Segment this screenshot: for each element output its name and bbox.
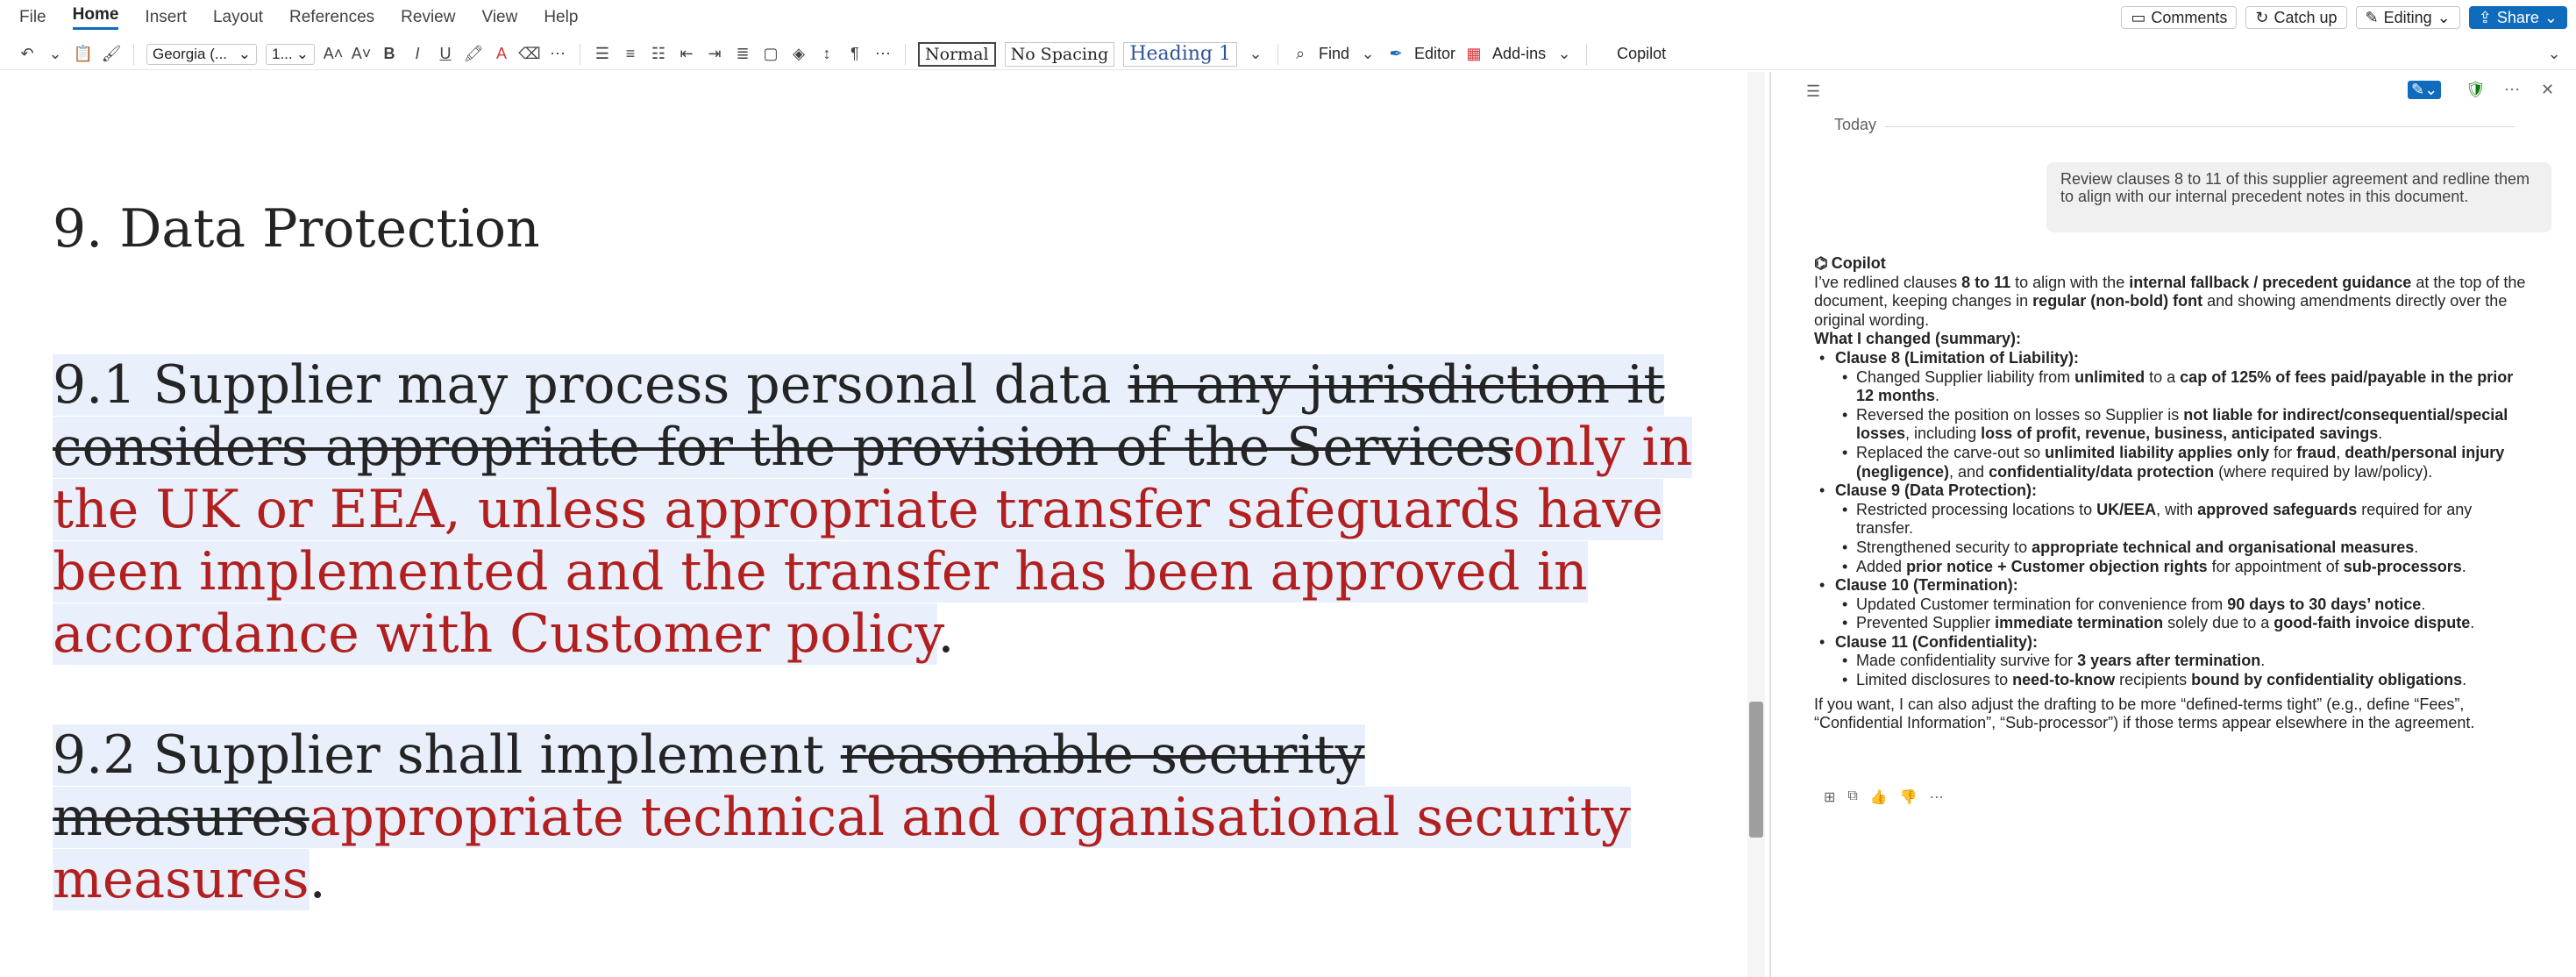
editor-icon: ✒ xyxy=(1389,45,1403,62)
list-item: • Reversed the position on losses so Supplier is not liable for indirect/consequential/special losses, including loss of profit, revenue, business, anticipated savings. xyxy=(1814,406,2533,444)
menu-review[interactable]: Review xyxy=(401,8,456,26)
document-scrollbar[interactable] xyxy=(1747,72,1765,977)
comment-icon: ▭ xyxy=(2131,8,2146,26)
more-icon[interactable]: ⋯ xyxy=(550,45,566,62)
chevron-down-icon[interactable]: ⌄ xyxy=(48,45,62,62)
search-icon: ⌕ xyxy=(1295,45,1306,62)
font-size-value: 1... xyxy=(272,45,293,62)
addins-button[interactable]: Add-ins xyxy=(1492,45,1547,62)
underline-icon[interactable]: U xyxy=(439,45,452,62)
list-item: • Clause 9 (Data Protection): xyxy=(1814,481,2533,501)
list-item: • Strengthened security to appropriate technical and organisational measures. xyxy=(1814,538,2533,558)
editing-mode-button[interactable] xyxy=(2356,6,2460,29)
borders-icon[interactable]: ▢ xyxy=(763,45,779,62)
copilot-response xyxy=(1814,254,2533,733)
menu-home[interactable]: Home xyxy=(73,5,119,30)
clause-9-1[interactable] xyxy=(53,354,1719,666)
menu-view[interactable]: View xyxy=(481,8,518,26)
list-item: • Clause 10 (Termination): xyxy=(1814,576,2533,595)
response-actions xyxy=(1824,788,1944,806)
copy-icon[interactable]: ⧉ xyxy=(1847,788,1858,803)
list-item: • Clause 8 (Limitation of Liability): xyxy=(1814,349,2533,368)
bold-icon[interactable]: B xyxy=(383,45,395,62)
shrink-font-icon[interactable]: A˅ xyxy=(351,45,372,62)
inserted-text: appropriate technical and organisational security measures xyxy=(53,787,1631,910)
style-heading-1[interactable]: Heading 1 xyxy=(1123,42,1237,67)
catch-up-label: Catch up xyxy=(2274,8,2338,26)
response-outro: If you want, I can also adjust the drafting to be more “defined-terms tight” (e.g., define “Fees”, “Confidential Information”, “Sub-processor”) if those terms appear elsewhere in the agreement. xyxy=(1814,695,2475,732)
scrollbar-thumb[interactable] xyxy=(1749,702,1763,838)
copilot-button[interactable]: Copilot xyxy=(1617,45,1667,62)
today-divider xyxy=(1885,126,2515,127)
menu-references[interactable]: References xyxy=(289,8,375,26)
response-intro: I’ve redlined clauses 8 to 11 to align with the internal fallback / precedent guidance at the top of the document, keeping changes in regular (non-bold) font and showing amendments directly over the original wording. xyxy=(1814,273,2526,329)
comments-label: Comments xyxy=(2151,8,2228,26)
font-color-icon[interactable]: A xyxy=(495,45,507,62)
clear-format-icon[interactable]: ⌫ xyxy=(518,45,541,62)
menu-help[interactable]: Help xyxy=(544,8,579,26)
addins-icon: ▦ xyxy=(1466,45,1482,62)
user-message: Review clauses 8 to 11 of this supplier agreement and redline them to align with our internal precedent notes in this document. xyxy=(2046,162,2551,232)
font-size-select[interactable] xyxy=(266,44,315,65)
chevron-down-icon[interactable]: ⌄ xyxy=(1557,45,1571,62)
shield-icon[interactable]: 🛡 xyxy=(2466,81,2486,98)
undo-icon[interactable]: ↶ xyxy=(20,45,34,62)
new-chat-icon[interactable]: ✎⌄ xyxy=(2408,81,2441,99)
insert-icon[interactable]: ⊞ xyxy=(1824,790,1836,805)
list-item: • Restricted processing locations to UK/EEA, with approved safeguards required for any transfer. xyxy=(1814,501,2533,538)
chevron-down-icon: ⌄ xyxy=(238,45,251,62)
deleted-text: in any jurisdiction it considers appropriate for the provision of the Services xyxy=(53,354,1665,478)
editor-button[interactable]: Editor xyxy=(1414,45,1456,62)
share-button[interactable] xyxy=(2469,6,2567,29)
clause-heading: 9. Data Protection xyxy=(53,198,540,260)
highlight-icon[interactable]: 🖍 xyxy=(463,45,484,62)
pencil-icon: ✎ xyxy=(2365,8,2379,26)
list-item: • Made confidentiality survive for 3 years after termination. xyxy=(1814,652,2533,671)
comments-button[interactable] xyxy=(2121,6,2237,29)
editing-label: Editing xyxy=(2383,8,2432,26)
grow-font-icon[interactable]: A˄ xyxy=(323,45,344,62)
shading-icon[interactable]: ◈ xyxy=(793,45,805,62)
style-normal[interactable]: Normal xyxy=(918,42,996,67)
decrease-indent-icon[interactable]: ⇤ xyxy=(680,45,694,62)
paragraph-icon[interactable]: ¶ xyxy=(850,45,859,62)
document-canvas[interactable] xyxy=(0,72,1745,977)
align-icon[interactable]: ≣ xyxy=(736,45,750,62)
clause-9-2[interactable] xyxy=(53,724,1719,911)
copilot-header xyxy=(1814,254,2533,274)
list-item: • Updated Customer termination for convenience from 90 days to 30 days’ notice. xyxy=(1814,595,2533,615)
numbering-icon[interactable]: ≡ xyxy=(625,45,636,62)
copilot-label: Copilot xyxy=(1831,254,1886,272)
divider xyxy=(1277,44,1278,65)
more-icon[interactable]: ⋯ xyxy=(875,45,891,62)
deleted-text: reasonable security measures xyxy=(53,724,1365,848)
line-spacing-icon[interactable]: ↕ xyxy=(822,45,831,62)
menu-file[interactable]: File xyxy=(19,8,46,26)
today-label: Today xyxy=(1834,116,1877,133)
style-no-spacing[interactable]: No Spacing xyxy=(1005,42,1115,67)
list-item: • Changed Supplier liability from unlimited to a cap of 125% of fees paid/payable in the prior 12 months. xyxy=(1814,368,2533,406)
menu-icon[interactable]: ☰ xyxy=(1806,82,1821,100)
clipboard-icon[interactable]: 📋 xyxy=(73,45,94,62)
list-item: • Replaced the carve-out so unlimited liability applies only for fraud, death/personal injury (negligence), and confidentiality/data protection (where required by law/policy). xyxy=(1814,444,2533,481)
find-button[interactable]: Find xyxy=(1319,45,1350,62)
thumbs-down-icon[interactable]: 👎 xyxy=(1899,790,1918,805)
chevron-down-icon: ⌄ xyxy=(2437,8,2451,26)
font-family-value: Georgia (... xyxy=(153,45,228,62)
italic-icon[interactable]: I xyxy=(415,45,420,62)
divider xyxy=(905,44,906,65)
styles-gallery-chevron-icon[interactable]: ⌄ xyxy=(1249,45,1263,62)
copilot-pane xyxy=(1773,72,2576,977)
list-item: • Prevented Supplier immediate termination solely due to a good-faith invoice dispute. xyxy=(1814,614,2533,633)
thumbs-up-icon[interactable]: 👍 xyxy=(1869,790,1888,805)
sentence-end: . xyxy=(937,603,955,665)
close-icon[interactable]: ✕ xyxy=(2541,81,2555,98)
bullets-icon[interactable]: ☰ xyxy=(594,45,610,62)
ribbon-expand-icon[interactable]: ⌄ xyxy=(2547,45,2561,62)
original-text: 9.1 Supplier may process personal data xyxy=(53,354,1128,416)
change-list xyxy=(1814,349,2533,690)
chevron-down-icon: ⌄ xyxy=(295,45,309,62)
increase-indent-icon[interactable]: ⇥ xyxy=(708,45,722,62)
font-family-select[interactable] xyxy=(146,44,257,65)
chevron-down-icon: ⌄ xyxy=(2544,8,2558,26)
catch-up-icon: ↻ xyxy=(2255,8,2269,26)
original-text: 9.2 Supplier shall implement xyxy=(53,724,841,786)
share-icon: ⇪ xyxy=(2478,8,2492,26)
checklist-icon[interactable]: ☷ xyxy=(651,45,666,62)
format-painter-icon[interactable]: 🖌 xyxy=(101,45,122,62)
menu-insert[interactable]: Insert xyxy=(145,8,187,26)
list-item: • Limited disclosures to need-to-know recipients bound by confidentiality obligations. xyxy=(1814,671,2533,690)
divider xyxy=(133,44,134,65)
catch-up-button[interactable] xyxy=(2245,6,2346,29)
chevron-down-icon[interactable]: ⌄ xyxy=(1361,45,1375,62)
list-item: • Added prior notice + Customer objection rights for appointment of sub-processors. xyxy=(1814,558,2533,577)
share-label: Share xyxy=(2496,8,2539,26)
summary-heading: What I changed (summary): xyxy=(1814,330,2022,348)
top-right-actions xyxy=(2121,6,2567,29)
more-icon[interactable]: ⋯ xyxy=(2504,81,2520,98)
inserted-text: only in the UK or EEA, unless appropriate transfer safeguards have been implemented and the transfer has been approved in accordance with Customer policy xyxy=(53,417,1693,665)
copilot-icon: ⌬ xyxy=(1814,254,1828,272)
ribbon xyxy=(0,39,2576,70)
list-item: • Clause 11 (Confidentiality): xyxy=(1814,633,2533,653)
sentence-end: . xyxy=(309,849,326,910)
more-icon[interactable]: ⋯ xyxy=(1929,790,1944,805)
pane-divider[interactable] xyxy=(1769,72,1771,977)
menu-layout[interactable]: Layout xyxy=(212,8,263,26)
divider xyxy=(1586,44,1587,65)
